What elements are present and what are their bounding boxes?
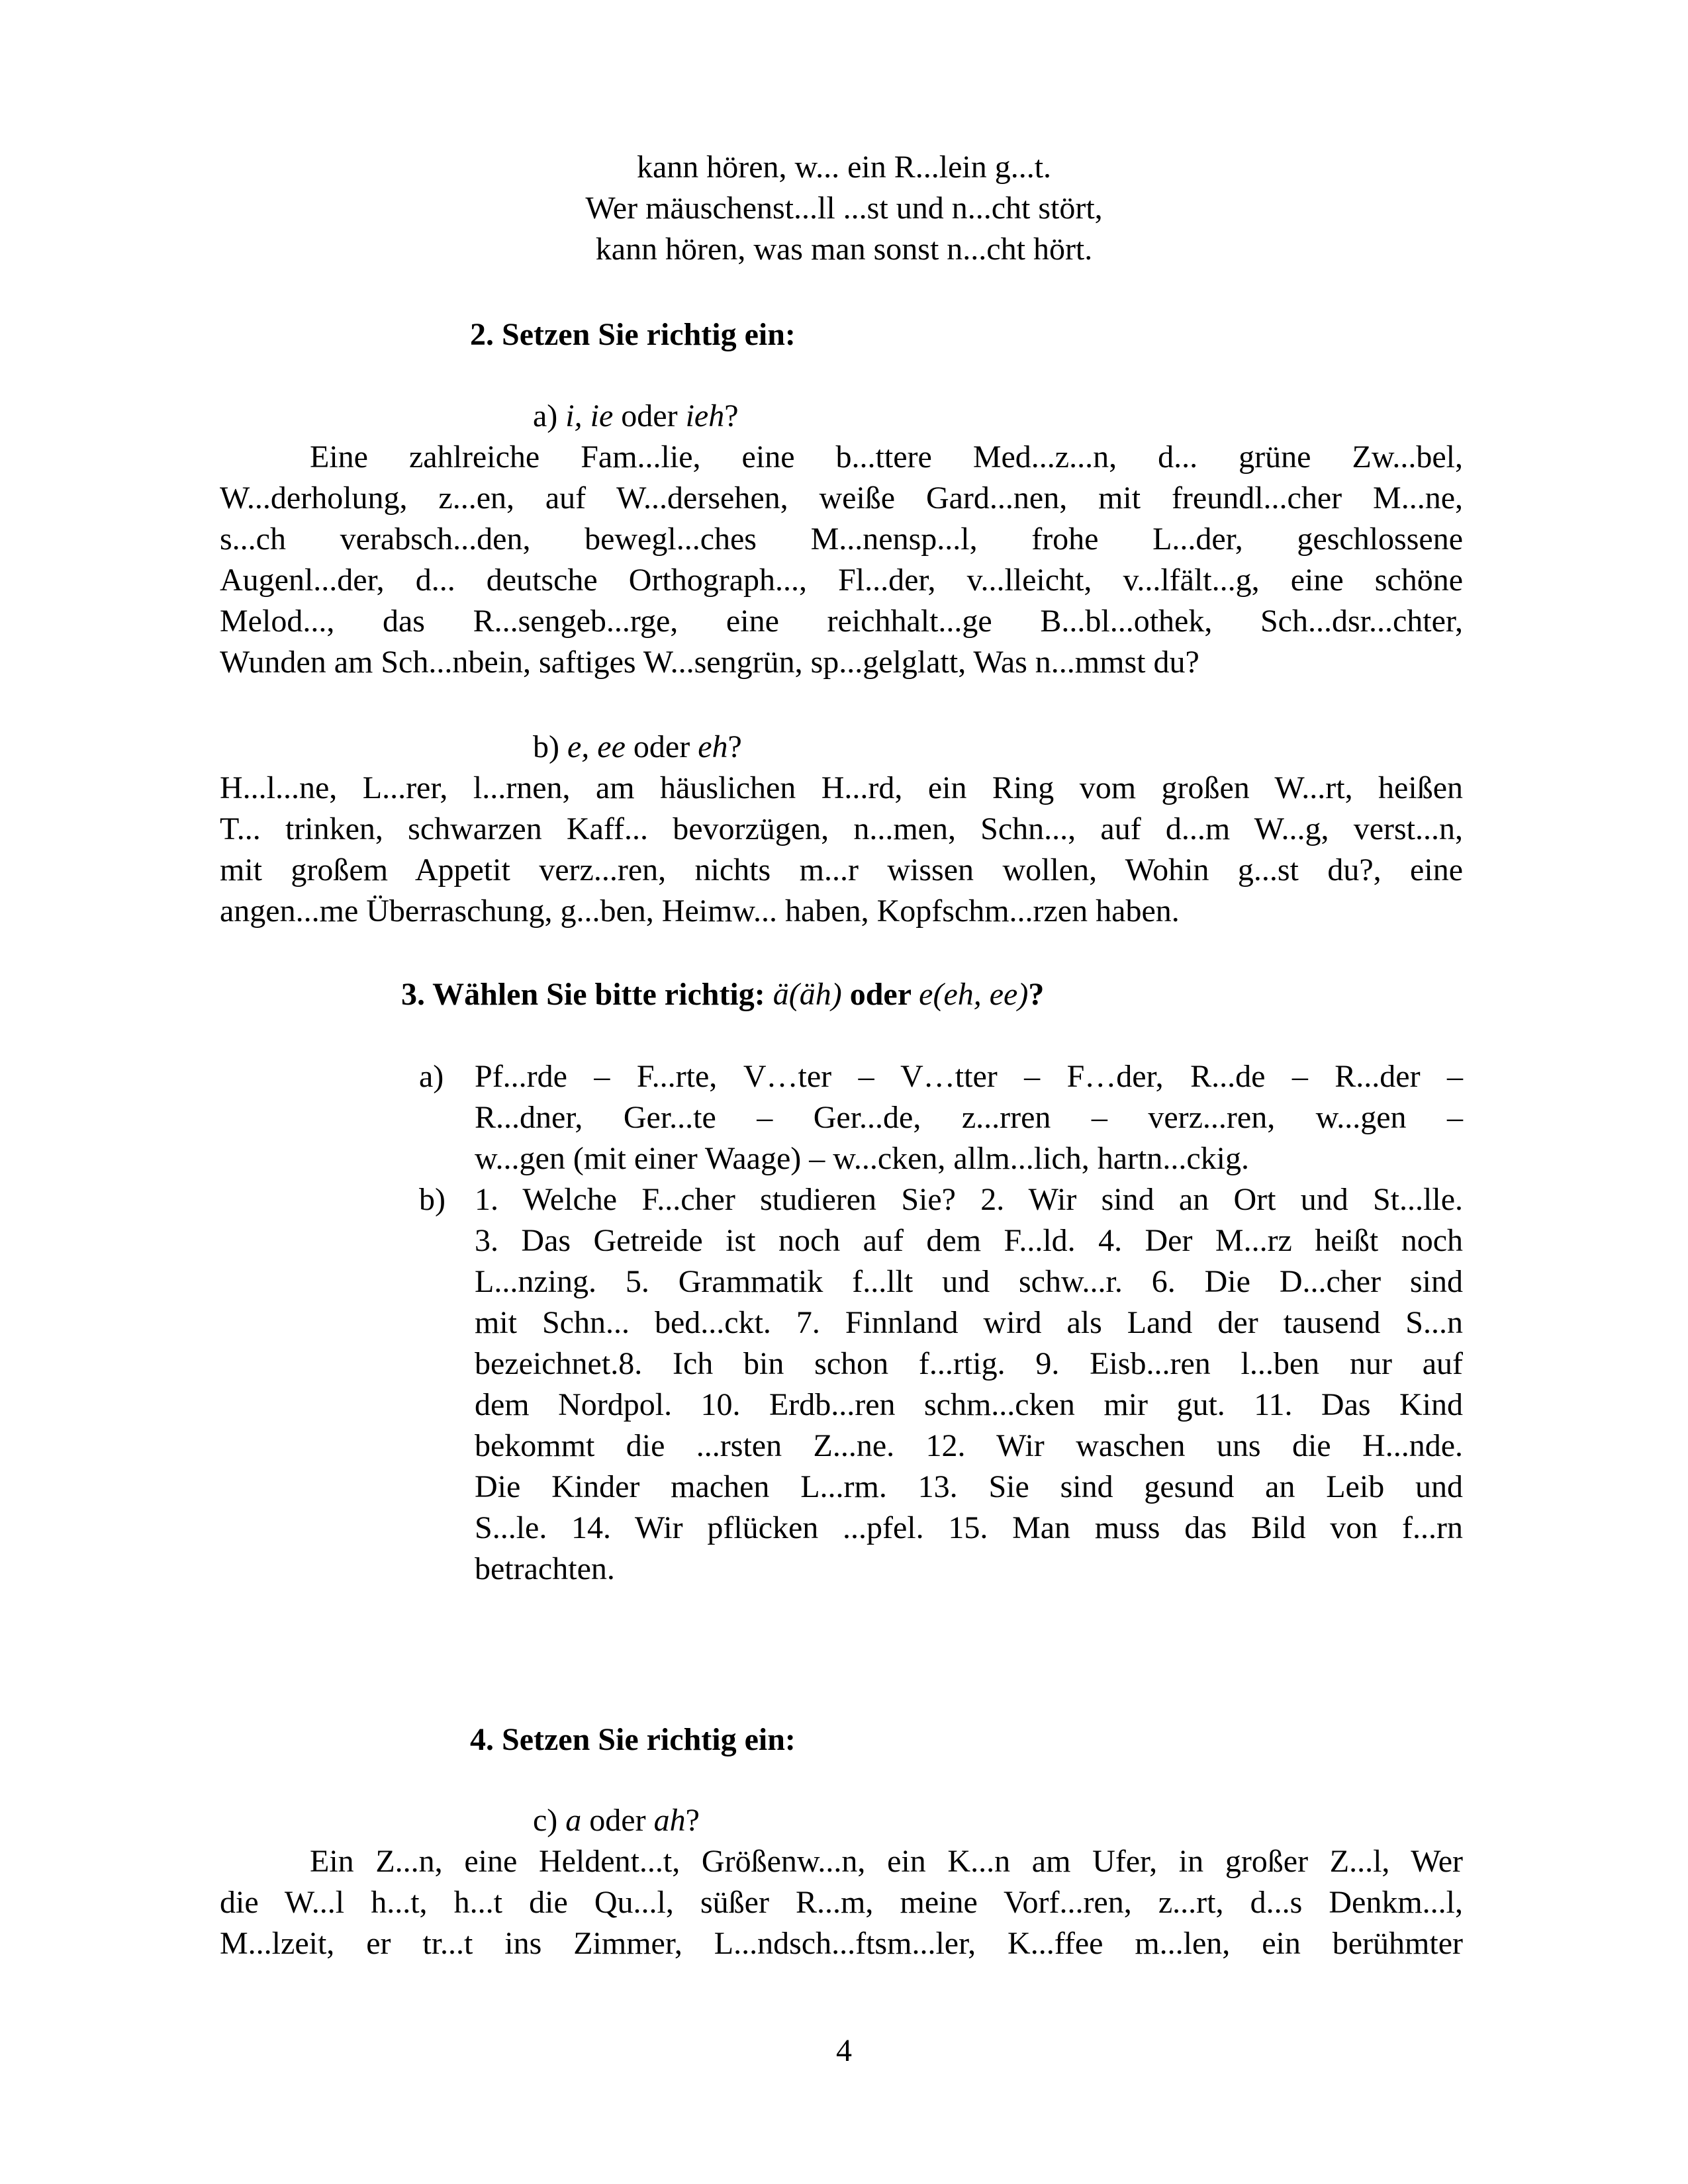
option-2: eh: [698, 729, 728, 764]
task2-part-b-text: [220, 768, 1463, 932]
task3-part-b: [419, 1179, 1463, 1590]
task3-heading: [401, 974, 1044, 1015]
connector: oder: [625, 729, 698, 764]
text-line: Eine zahlreiche Fam...lie, eine b...ttere Med...z...n, d... grüne Zw...bel,: [310, 439, 1463, 475]
part-label: c): [533, 1803, 558, 1838]
part-label: b): [533, 729, 559, 764]
text-line: H...l...ne, L...rer, l...rnen, am häuslichen H...rd, ein Ring vom großen W...rt, heißen: [220, 770, 1463, 805]
poem-line: Wer mäuschenst...ll ...st und n...cht stört,: [585, 191, 1103, 226]
text-line: Melod..., das R...sengeb...rge, eine reichhalt...ge B...bl...othek, Sch...dsr...chter,: [220, 604, 1463, 639]
task4-part-c-text: [220, 1841, 1463, 1964]
text-line: W...derholung, z...en, auf W...dersehen, weiße Gard...nen, mit freundl...cher M...ne,: [220, 480, 1463, 516]
option-1: i, ie: [565, 398, 614, 433]
question-mark: ?: [724, 398, 739, 433]
option-2: ieh: [685, 398, 725, 433]
text-line: S...le. 14. Wir pflücken ...pfel. 15. Man muss das Bild von f...rn: [475, 1510, 1463, 1545]
question-mark: ?: [1028, 977, 1045, 1012]
question-mark: ?: [727, 729, 742, 764]
poem-line: kann hören, was man sonst n...cht hört.: [595, 232, 1093, 267]
text-line: 1. Welche F...cher studieren Sie? 2. Wir sind an Ort und St...lle.: [475, 1182, 1463, 1217]
text-line: angen...me Überraschung, g...ben, Heimw... haben, Kopfschm...rzen haben.: [220, 893, 1180, 929]
task2-part-a-text: [220, 437, 1463, 683]
connector: oder: [613, 398, 686, 433]
text-line: bekommt die ...rsten Z...ne. 12. Wir waschen uns die H...nde.: [475, 1428, 1463, 1463]
connector: oder: [581, 1803, 654, 1838]
poem-line: kann hören, w... ein R...lein g...t.: [636, 150, 1052, 185]
text-line: 3. Das Getreide ist noch auf dem F...ld. 4. Der M...rz heißt noch: [475, 1223, 1463, 1258]
text-line: s...ch verabsch...den, bewegl...ches M...nensp...l, frohe L...der, geschlossene: [220, 522, 1463, 557]
text-line: Ein Z...n, eine Heldent...t, Größenw...n, ein K...n am Ufer, in großer Z...l, Wer: [310, 1844, 1463, 1879]
text-line: Augenl...der, d... deutsche Orthograph..., Fl...der, v...lleicht, v...lfält...g, eine schöne: [220, 563, 1463, 598]
option-2: ah: [653, 1803, 686, 1838]
text-line: mit Schn... bed...ckt. 7. Finnland wird als Land der tausend S...n: [475, 1305, 1463, 1340]
text-line: R...dner, Ger...te – Ger...de, z...rren – verz...ren, w...gen –: [475, 1100, 1463, 1135]
task4-part-c-title: [533, 1800, 700, 1841]
text-line: T... trinken, schwarzen Kaff... bevorzügen, n...men, Schn..., auf d...m W...g, verst...n,: [220, 811, 1463, 846]
part-label: b): [419, 1182, 445, 1217]
connector: oder: [841, 977, 919, 1012]
text-line: Pf...rde – F...rte, V…ter – V…tter – F…der, R...de – R...der –: [475, 1059, 1463, 1094]
text-line: w...gen (mit einer Waage) – w...cken, allm...lich, hartn...ckig.: [475, 1141, 1249, 1176]
part-label: a): [419, 1059, 444, 1094]
task2-heading: 2. Setzen Sie richtig ein:: [470, 317, 796, 352]
text-line: L...nzing. 5. Grammatik f...llt und schw...r. 6. Die D...cher sind: [475, 1264, 1463, 1299]
task4-heading: 4. Setzen Sie richtig ein:: [470, 1722, 796, 1757]
question-mark: ?: [685, 1803, 700, 1838]
text-line: Die Kinder machen L...rm. 13. Sie sind gesund an Leib und: [475, 1469, 1463, 1504]
poem-fragment: [0, 147, 1688, 270]
text-line: betrachten.: [475, 1551, 615, 1586]
task2-part-a-title: [533, 396, 739, 437]
text-line: bezeichnet.8. Ich bin schon f...rtig. 9. Eisb...ren l...ben nur auf: [475, 1346, 1463, 1381]
text-line: Wunden am Sch...nbein, saftiges W...sengrün, sp...gelglatt, Was n...mmst du?: [220, 645, 1199, 680]
option-1: ä(äh): [773, 977, 842, 1012]
text-line: mit großem Appetit verz...ren, nichts m...r wissen wollen, Wohin g...st du?, eine: [220, 852, 1463, 887]
option-2: e(eh, ee): [919, 977, 1029, 1012]
task2-part-b-title: [533, 727, 742, 768]
heading-text: 3. Wählen Sie bitte richtig:: [401, 977, 773, 1012]
page-number: 4: [836, 2033, 852, 2068]
option-1: e, ee: [567, 729, 626, 764]
option-1: a: [565, 1803, 582, 1838]
task3-part-a: [419, 1056, 1463, 1179]
text-line: die W...l h...t, h...t die Qu...l, süßer R...m, meine Vorf...ren, z...rt, d...s Denkm...l,: [220, 1885, 1463, 1920]
part-label: a): [533, 398, 558, 433]
text-line: M...lzeit, er tr...t ins Zimmer, L...ndsch...ftsm...ler, K...ffee m...len, ein berühmter: [220, 1926, 1463, 1961]
text-line: dem Nordpol. 10. Erdb...ren schm...cken mir gut. 11. Das Kind: [475, 1387, 1463, 1422]
